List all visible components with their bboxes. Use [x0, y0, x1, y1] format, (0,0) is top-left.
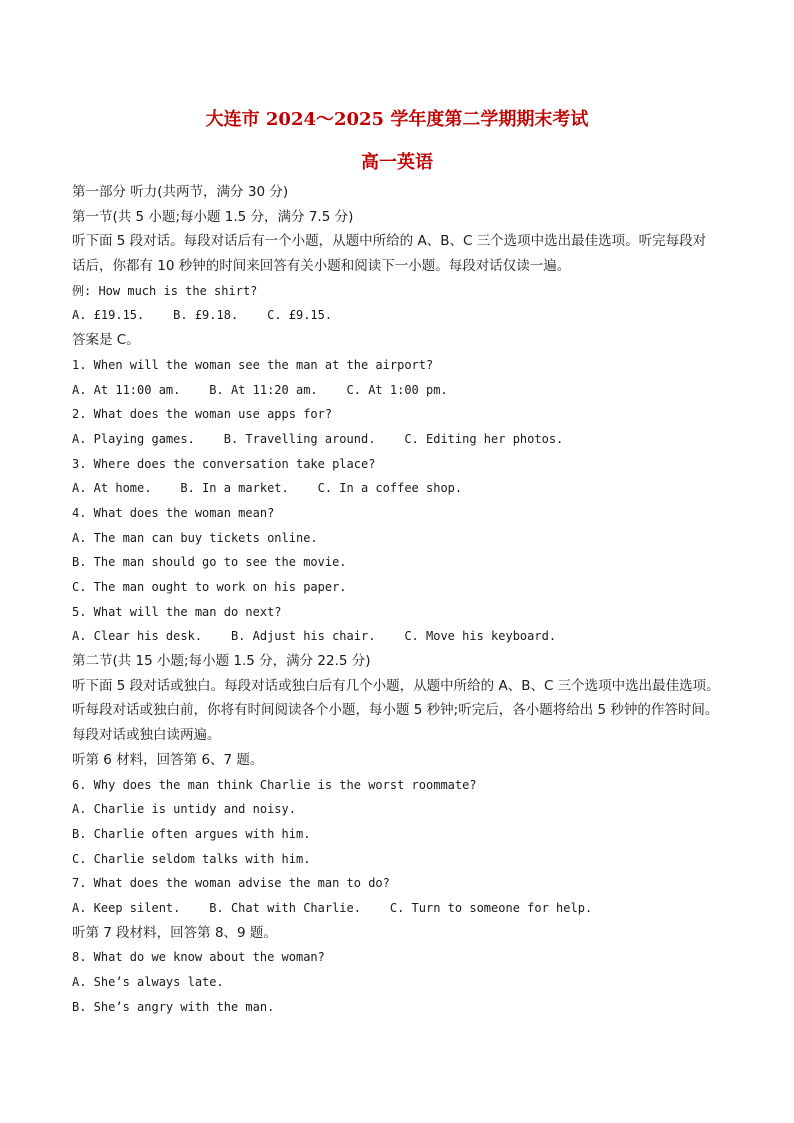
text-line: 听每段对话或独白前，你将有时间阅读各个小题，每小题 5 秒钟;听完后，各小题将给出 5 秒钟的作答时间。 [72, 702, 719, 719]
text-line: A. At home. B. In a market. C. In a coffee shop. [72, 481, 463, 496]
exam-subject: 高一英语 [361, 152, 433, 173]
text-line: 听第 6 材料，回答第 6、7 题。 [72, 751, 264, 768]
text-line: 听下面 5 段对话。每段对话后有一个小题，从题中所给的 A、B、C 三个选项中选出最佳选项。听完每段对 [72, 233, 707, 250]
text-line: 8. What do we know about the woman? [72, 950, 325, 965]
text-line: A. At 11:00 am. B. At 11:20 am. C. At 1:00 pm. [72, 382, 448, 397]
text-line: 5. What will the man do next? [72, 604, 282, 619]
text-line: A. The man can buy tickets online. [72, 530, 318, 545]
text-line: C. Charlie seldom talks with him. [72, 851, 311, 866]
text-line: 听下面 5 段对话或独白。每段对话或独白后有几个小题，从题中所给的 A、B、C 三个选项中选出最佳选项。 [72, 677, 720, 694]
text-line: 2. What does the woman use apps for? [72, 407, 333, 422]
text-line: A. Playing games. B. Travelling around. C. Editing her photos. [72, 431, 564, 446]
text-line: 听第 7 段材料，回答第 8、9 题。 [72, 924, 277, 941]
text-line: 话后，你都有 10 秒钟的时间来回答有关小题和阅读下一小题。每段对话仅读一遍。 [72, 258, 571, 275]
text-line: 第一部分 听力(共两节，满分 30 分) [72, 184, 289, 200]
text-line: 例: How much is the shirt? [72, 283, 258, 298]
text-line: 每段对话或独白读两遍。 [72, 727, 221, 744]
text-line: B. The man should go to see the movie. [72, 555, 347, 570]
text-line: A. £19.15. B. £9.18. C. £9.15. [72, 308, 333, 323]
text-line: 第二节(共 15 小题;每小题 1.5 分，满分 22.5 分) [72, 653, 371, 670]
text-line: 4. What does the woman mean? [72, 505, 275, 520]
text-line: C. The man ought to work on his paper. [72, 580, 347, 594]
text-line: A. Charlie is untidy and noisy. [72, 802, 296, 817]
exam-content [72, 180, 732, 1019]
exam-title: 大连市 2024～2025 学年度第二学期期末考试 [205, 109, 589, 130]
text-line: 答案是 C。 [72, 332, 140, 349]
text-line: A. She’s always late. [72, 975, 224, 989]
text-line: B. She’s angry with the man. [72, 999, 275, 1014]
text-line: B. Charlie often argues with him. [72, 826, 311, 841]
text-line: A. Keep silent. B. Chat with Charlie. C. Turn to someone for help. [72, 900, 593, 915]
text-line: A. Clear his desk. B. Adjust his chair. C. Move his keyboard. [72, 629, 557, 644]
text-line: 3. Where does the conversation take place? [72, 456, 376, 471]
text-line: 7. What does the woman advise the man to do? [72, 876, 390, 891]
text-line: 第一节(共 5 小题;每小题 1.5 分，满分 7.5 分) [72, 208, 354, 225]
text-line: 1. When will the woman see the man at the airport? [72, 357, 434, 372]
text-line: 6. Why does the man think Charlie is the worst roommate? [72, 777, 477, 792]
